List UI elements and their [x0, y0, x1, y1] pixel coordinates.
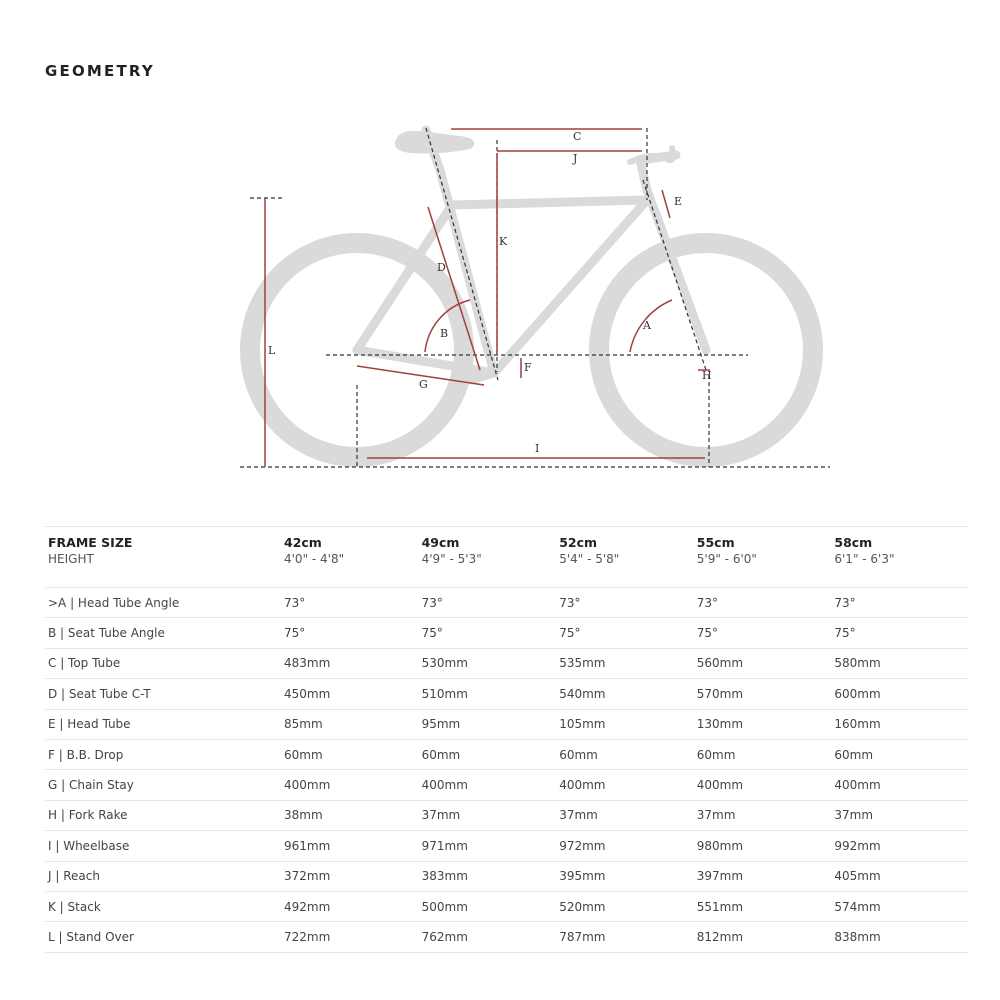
- table-row: [45, 709, 969, 739]
- row-value: 75°: [831, 618, 969, 648]
- row-value: 383mm: [419, 861, 557, 891]
- row-value: 75°: [694, 618, 832, 648]
- label-b: B: [440, 327, 449, 340]
- row-value: 600mm: [831, 679, 969, 709]
- label-h: H: [702, 369, 712, 382]
- size-value: 58cm: [834, 535, 873, 550]
- table-row: [45, 770, 969, 800]
- size-value: 49cm: [421, 535, 460, 550]
- height-value: 4'9" - 5'3": [421, 552, 482, 566]
- table-row: [45, 739, 969, 769]
- row-value: 580mm: [831, 648, 969, 678]
- height-value: 5'9" - 6'0": [696, 552, 757, 566]
- row-value: 551mm: [694, 891, 832, 921]
- table-row: [45, 800, 969, 830]
- row-value: 570mm: [694, 679, 832, 709]
- row-value: 37mm: [556, 800, 694, 830]
- row-value: 762mm: [419, 922, 557, 952]
- header-label-cell: [45, 527, 281, 588]
- label-j: J: [573, 152, 578, 165]
- row-value: 520mm: [556, 891, 694, 921]
- row-value: 75°: [419, 618, 557, 648]
- row-label: E | Head Tube: [45, 709, 281, 739]
- label-d: D: [437, 261, 446, 274]
- row-label: G | Chain Stay: [45, 770, 281, 800]
- row-value: 73°: [556, 588, 694, 618]
- row-value: 75°: [281, 618, 419, 648]
- row-label: K | Stack: [45, 891, 281, 921]
- row-value: 37mm: [831, 800, 969, 830]
- size-cell: [419, 527, 557, 588]
- row-value: 38mm: [281, 800, 419, 830]
- row-value: 397mm: [694, 861, 832, 891]
- size-cell: [694, 527, 832, 588]
- row-value: 60mm: [694, 739, 832, 769]
- height-value: 6'1" - 6'3": [834, 552, 895, 566]
- label-k: K: [499, 235, 508, 248]
- row-value: 130mm: [694, 709, 832, 739]
- dimension-e-line: [662, 190, 670, 218]
- table-row: [45, 618, 969, 648]
- row-label: C | Top Tube: [45, 648, 281, 678]
- row-value: 972mm: [556, 831, 694, 861]
- row-label: L | Stand Over: [45, 922, 281, 952]
- row-value: 37mm: [419, 800, 557, 830]
- row-value: 73°: [831, 588, 969, 618]
- row-value: 500mm: [419, 891, 557, 921]
- row-value: 73°: [694, 588, 832, 618]
- saddle: [396, 132, 473, 153]
- row-value: 510mm: [419, 679, 557, 709]
- table-row: [45, 922, 969, 952]
- row-value: 395mm: [556, 861, 694, 891]
- page-title: GEOMETRY: [45, 62, 155, 80]
- row-value: 85mm: [281, 709, 419, 739]
- row-value: 405mm: [831, 861, 969, 891]
- row-value: 722mm: [281, 922, 419, 952]
- row-value: 60mm: [831, 739, 969, 769]
- table-row: [45, 861, 969, 891]
- size-cell: [831, 527, 969, 588]
- frame-size-label: FRAME SIZE: [48, 535, 133, 550]
- row-value: 73°: [419, 588, 557, 618]
- row-value: 95mm: [419, 709, 557, 739]
- label-i: I: [535, 442, 540, 455]
- label-a: A: [643, 319, 651, 332]
- row-value: 60mm: [556, 739, 694, 769]
- row-value: 838mm: [831, 922, 969, 952]
- row-value: 980mm: [694, 831, 832, 861]
- table-row: [45, 648, 969, 678]
- label-l: L: [268, 344, 276, 357]
- row-value: 60mm: [281, 739, 419, 769]
- geometry-table-body: [45, 527, 969, 953]
- size-value: 52cm: [559, 535, 598, 550]
- size-value: 42cm: [284, 535, 322, 550]
- row-value: 483mm: [281, 648, 419, 678]
- size-cell: [281, 527, 419, 588]
- row-value: 160mm: [831, 709, 969, 739]
- row-value: 971mm: [419, 831, 557, 861]
- row-value: 75°: [556, 618, 694, 648]
- row-value: 787mm: [556, 922, 694, 952]
- size-value: 55cm: [696, 535, 735, 550]
- row-value: 812mm: [694, 922, 832, 952]
- row-value: 400mm: [281, 770, 419, 800]
- size-cell: [556, 527, 694, 588]
- table-row: [45, 891, 969, 921]
- height-value: 5'4" - 5'8": [559, 552, 620, 566]
- row-value: 492mm: [281, 891, 419, 921]
- height-value: 4'0" - 4'8": [284, 552, 345, 566]
- row-value: 400mm: [419, 770, 557, 800]
- row-value: 60mm: [419, 739, 557, 769]
- row-value: 37mm: [694, 800, 832, 830]
- row-value: 560mm: [694, 648, 832, 678]
- row-value: 540mm: [556, 679, 694, 709]
- row-label: H | Fork Rake: [45, 800, 281, 830]
- row-value: 105mm: [556, 709, 694, 739]
- row-value: 574mm: [831, 891, 969, 921]
- bike-silhouette: [250, 130, 813, 457]
- row-value: 992mm: [831, 831, 969, 861]
- label-c: C: [573, 130, 582, 143]
- row-value: 400mm: [556, 770, 694, 800]
- row-value: 400mm: [831, 770, 969, 800]
- label-e: E: [674, 195, 683, 208]
- row-label: D | Seat Tube C-T: [45, 679, 281, 709]
- row-value: 400mm: [694, 770, 832, 800]
- table-row: [45, 679, 969, 709]
- geometry-table: [45, 526, 969, 953]
- row-value: 530mm: [419, 648, 557, 678]
- table-row: [45, 588, 969, 618]
- row-value: 535mm: [556, 648, 694, 678]
- row-label: I | Wheelbase: [45, 831, 281, 861]
- table-row: [45, 831, 969, 861]
- row-label: J | Reach: [45, 861, 281, 891]
- row-value: 961mm: [281, 831, 419, 861]
- row-value: 372mm: [281, 861, 419, 891]
- row-label: F | B.B. Drop: [45, 739, 281, 769]
- label-f: F: [524, 361, 532, 374]
- reference-lines: [240, 128, 830, 467]
- row-value: 450mm: [281, 679, 419, 709]
- height-label: HEIGHT: [48, 552, 94, 566]
- label-g: G: [419, 378, 428, 391]
- dimension-a-arc: [630, 300, 672, 352]
- table-header-row: [45, 527, 969, 588]
- row-label: >A | Head Tube Angle: [45, 588, 281, 618]
- row-value: 73°: [281, 588, 419, 618]
- row-label: B | Seat Tube Angle: [45, 618, 281, 648]
